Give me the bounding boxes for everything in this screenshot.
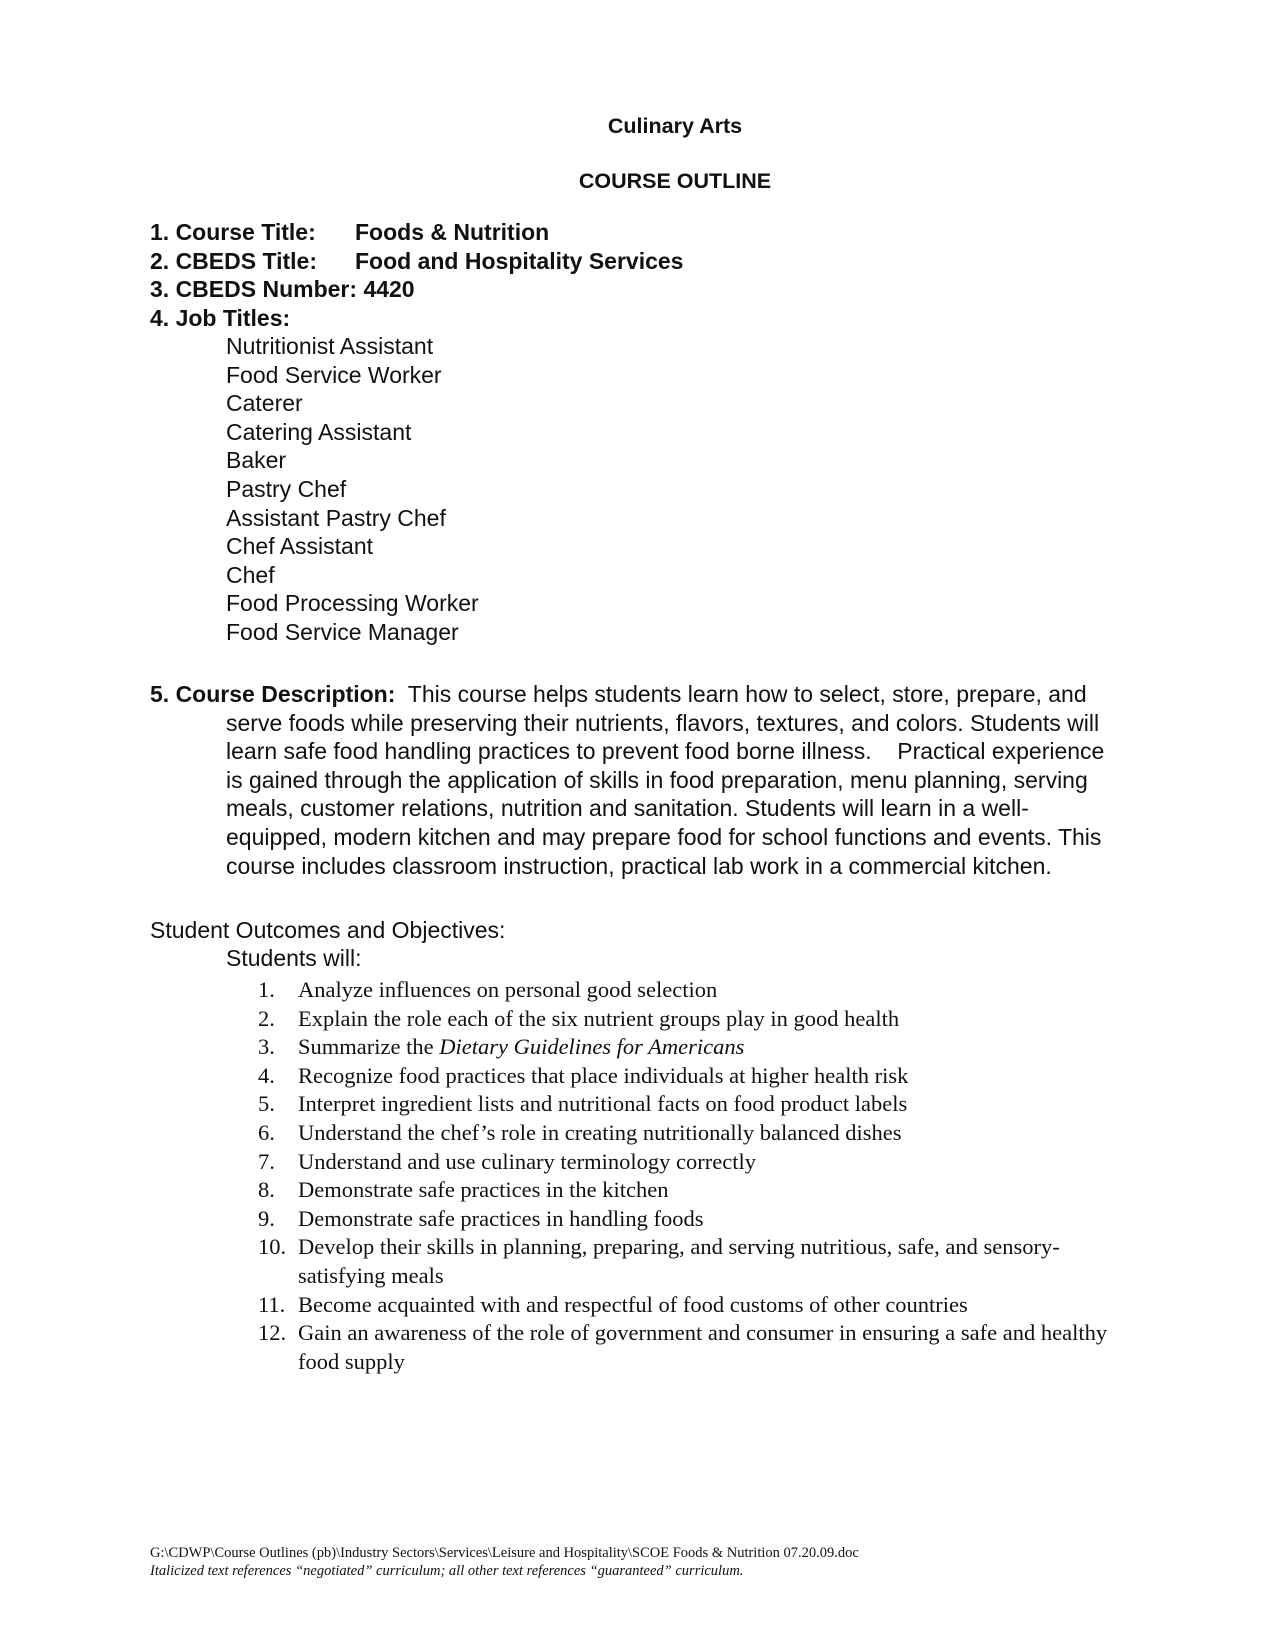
job-title: Pastry Chef bbox=[226, 475, 347, 502]
description-line: equipped, modern kitchen and may prepare food for school functions and events. This bbox=[226, 823, 1102, 850]
description-first-line bbox=[150, 680, 1200, 709]
program-title: Culinary Arts bbox=[607, 114, 743, 138]
outcomes-list bbox=[258, 976, 1218, 1376]
outcomes-heading: Student Outcomes and Objectives: bbox=[150, 917, 506, 943]
outcomes-intro: Students will: bbox=[226, 945, 362, 971]
list-item bbox=[258, 1033, 1218, 1062]
item-text: Develop their skills in planning, preparing, and serving nutritious, safe, and sensory- bbox=[298, 1234, 1060, 1260]
cbeds-number-row bbox=[150, 275, 683, 304]
item-number: 7. bbox=[258, 1148, 275, 1174]
item-text: Demonstrate safe practices in the kitchen bbox=[298, 1177, 669, 1203]
item-number: 8. bbox=[258, 1177, 275, 1203]
list-item bbox=[258, 1291, 1218, 1320]
list-item bbox=[258, 1233, 1218, 1290]
item-text-continued: food supply bbox=[298, 1348, 405, 1374]
page-footer bbox=[150, 1544, 859, 1580]
description-line: course includes classroom instruction, practical lab work in a commercial kitchen. bbox=[226, 852, 1052, 879]
course-fields bbox=[150, 218, 683, 332]
field-value: Food and Hospitality Services bbox=[355, 247, 684, 274]
field-value: 4420 bbox=[363, 276, 415, 303]
item-italic-text: Dietary Guidelines for Americans bbox=[439, 1034, 745, 1060]
item-text: Understand and use culinary terminology correctly bbox=[298, 1148, 756, 1174]
cbeds-title-row bbox=[150, 247, 683, 276]
description-continuation bbox=[150, 709, 1200, 881]
field-value: Foods & Nutrition bbox=[355, 219, 550, 245]
description-line: learn safe food handling practices to prevent food borne illness. Practical experience bbox=[226, 738, 1105, 765]
list-item bbox=[258, 1148, 1218, 1177]
item-text: Become acquainted with and respectful of food customs of other countries bbox=[298, 1291, 968, 1317]
job-titles-list bbox=[226, 332, 479, 647]
description-line: This course helps students learn how to select, store, prepare, and bbox=[407, 681, 1087, 707]
job-title: Caterer bbox=[226, 390, 303, 417]
item-number: 4. bbox=[258, 1062, 275, 1088]
item-number: 1. bbox=[258, 977, 275, 1002]
description-line: serve foods while preserving their nutrients, flavors, textures, and colors. Students will bbox=[226, 709, 1100, 736]
item-text: Interpret ingredient lists and nutritional facts on food product labels bbox=[298, 1091, 908, 1117]
item-text-continued: satisfying meals bbox=[298, 1262, 444, 1288]
item-text: Recognize food practices that place individuals at higher health risk bbox=[298, 1062, 909, 1088]
description-line: meals, customer relations, nutrition and sanitation. Students will learn in a well- bbox=[226, 795, 1029, 822]
course-description bbox=[150, 680, 1200, 880]
job-title: Chef Assistant bbox=[226, 533, 374, 560]
item-text: Demonstrate safe practices in handling foods bbox=[298, 1205, 704, 1231]
list-item bbox=[258, 1319, 1218, 1376]
description-line: is gained through the application of skills in food preparation, menu planning, serving bbox=[226, 766, 1088, 793]
item-text: Explain the role each of the six nutrient groups play in good health bbox=[298, 1005, 900, 1031]
item-text: Summarize the bbox=[298, 1034, 440, 1060]
page-heading: COURSE OUTLINE bbox=[578, 169, 772, 193]
job-title: Catering Assistant bbox=[226, 418, 412, 445]
job-title: Food Service Manager bbox=[226, 618, 459, 645]
curriculum-note: Italicized text references “negotiated” curriculum; all other text references “guaranteed” curriculum. bbox=[150, 1563, 744, 1579]
item-text: Analyze influences on personal good selection bbox=[298, 977, 718, 1002]
job-title: Assistant Pastry Chef bbox=[226, 504, 446, 531]
list-item bbox=[258, 1205, 1218, 1234]
field-label: 1. Course Title: bbox=[150, 219, 316, 245]
list-item bbox=[258, 1090, 1218, 1119]
field-label: 4. Job Titles: bbox=[150, 304, 291, 331]
item-text: Understand the chef’s role in creating nutritionally balanced dishes bbox=[298, 1119, 902, 1145]
item-number: 3. bbox=[258, 1034, 275, 1060]
item-number: 2. bbox=[258, 1005, 275, 1031]
job-titles-row bbox=[150, 304, 683, 333]
field-label: 3. CBEDS Number: bbox=[150, 276, 358, 303]
list-item bbox=[258, 1062, 1218, 1091]
item-number: 12. bbox=[258, 1320, 287, 1346]
item-number: 5. bbox=[258, 1091, 275, 1117]
list-item bbox=[258, 1005, 1218, 1034]
field-label: 2. CBEDS Title: bbox=[150, 247, 317, 274]
file-path: G:\CDWP\Course Outlines (pb)\Industry Sectors\Services\Leisure and Hospitality\SCOE Foods & Nutrition 07.20.09.doc bbox=[150, 1545, 859, 1561]
description-label: 5. Course Description: bbox=[150, 681, 396, 707]
item-text: Gain an awareness of the role of government and consumer in ensuring a safe and healthy bbox=[298, 1320, 1108, 1346]
course-title-row bbox=[150, 218, 683, 247]
job-title: Chef bbox=[226, 561, 275, 588]
item-number: 6. bbox=[258, 1119, 275, 1145]
list-item bbox=[258, 1119, 1218, 1148]
item-number: 9. bbox=[258, 1205, 275, 1231]
job-title: Baker bbox=[226, 447, 287, 474]
list-item bbox=[258, 976, 1218, 1005]
list-item bbox=[258, 1176, 1218, 1205]
job-title: Food Processing Worker bbox=[226, 590, 479, 617]
job-title: Nutritionist Assistant bbox=[226, 333, 434, 359]
item-number: 11. bbox=[258, 1291, 286, 1317]
job-title: Food Service Worker bbox=[226, 361, 442, 388]
item-number: 10. bbox=[258, 1234, 287, 1260]
